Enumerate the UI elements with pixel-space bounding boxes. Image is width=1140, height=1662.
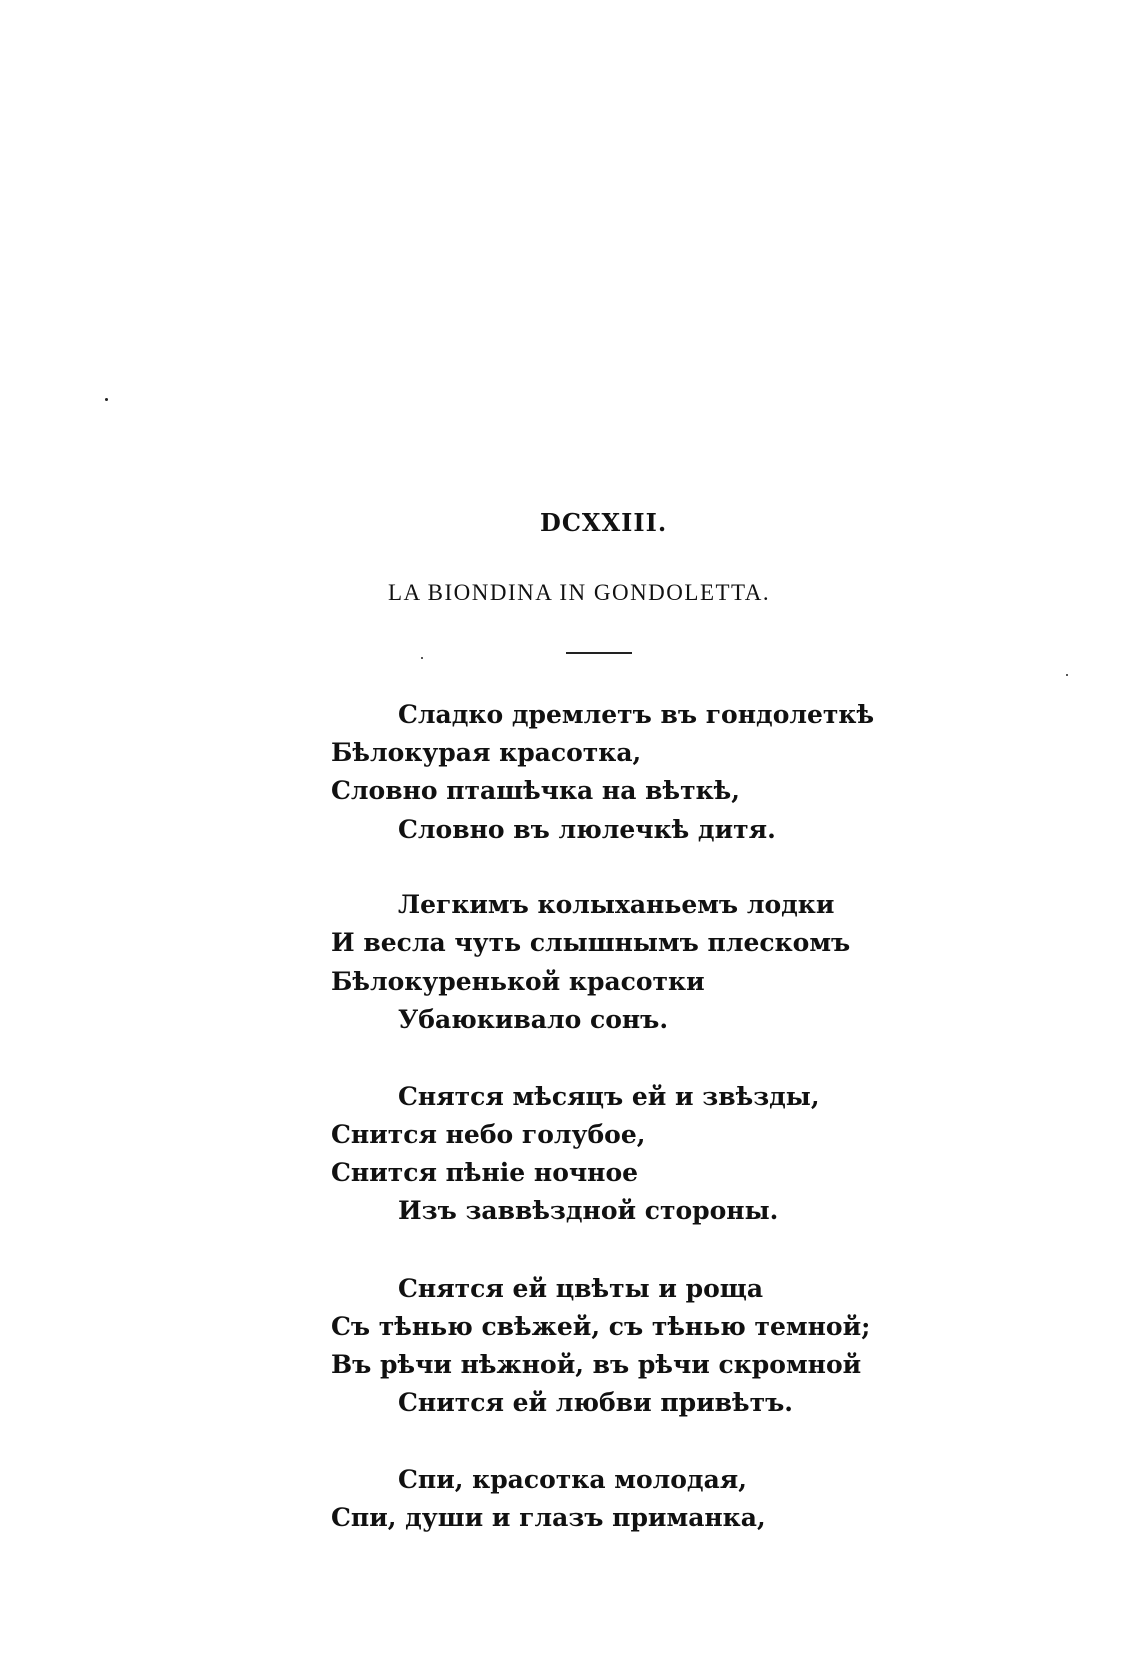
poem-line: Спи, красотка молодая,	[398, 1465, 747, 1494]
print-speck	[1066, 674, 1068, 676]
poem-line: Бѣлокурая красотка,	[331, 738, 642, 767]
poem-line: Спи, души и глазъ приманка,	[331, 1503, 766, 1532]
poem-line: Изъ заввѣздной стороны.	[398, 1196, 779, 1225]
poem-line: И весла чуть слышнымъ плескомъ	[331, 928, 851, 957]
title-divider	[566, 652, 632, 654]
poem-line: Снятся ей цвѣты и роща	[398, 1274, 764, 1303]
poem-number: DCXXIII.	[540, 508, 668, 537]
poem-line: Легкимъ колыханьемъ лодки	[398, 890, 835, 919]
poem-line: Снятся мѣсяцъ ей и звѣзды,	[398, 1082, 820, 1111]
poem-line: Словно пташѣчка на вѣткѣ,	[331, 776, 740, 805]
poem-line: Сладко дремлетъ въ гондолеткѣ	[398, 700, 875, 729]
poem-line: Словно въ люлечкѣ дитя.	[398, 815, 776, 844]
poem-line: Въ рѣчи нѣжной, въ рѣчи скромной	[331, 1350, 862, 1379]
poem-line: Съ тѣнью свѣжей, съ тѣнью темной;	[331, 1312, 871, 1341]
print-speck	[421, 657, 423, 659]
poem-line: Снится небо голубое,	[331, 1120, 646, 1149]
poem-line: Снится ей любви привѣтъ.	[398, 1388, 793, 1417]
poem-line: Снится пѣніе ночное	[331, 1158, 639, 1187]
poem-title: LA BIONDINA IN GONDOLETTA.	[388, 580, 771, 605]
poem-line: Убаюкивало сонъ.	[398, 1005, 669, 1034]
poem-line: Бѣлокуренькой красотки	[331, 967, 705, 996]
print-speck	[105, 398, 108, 401]
